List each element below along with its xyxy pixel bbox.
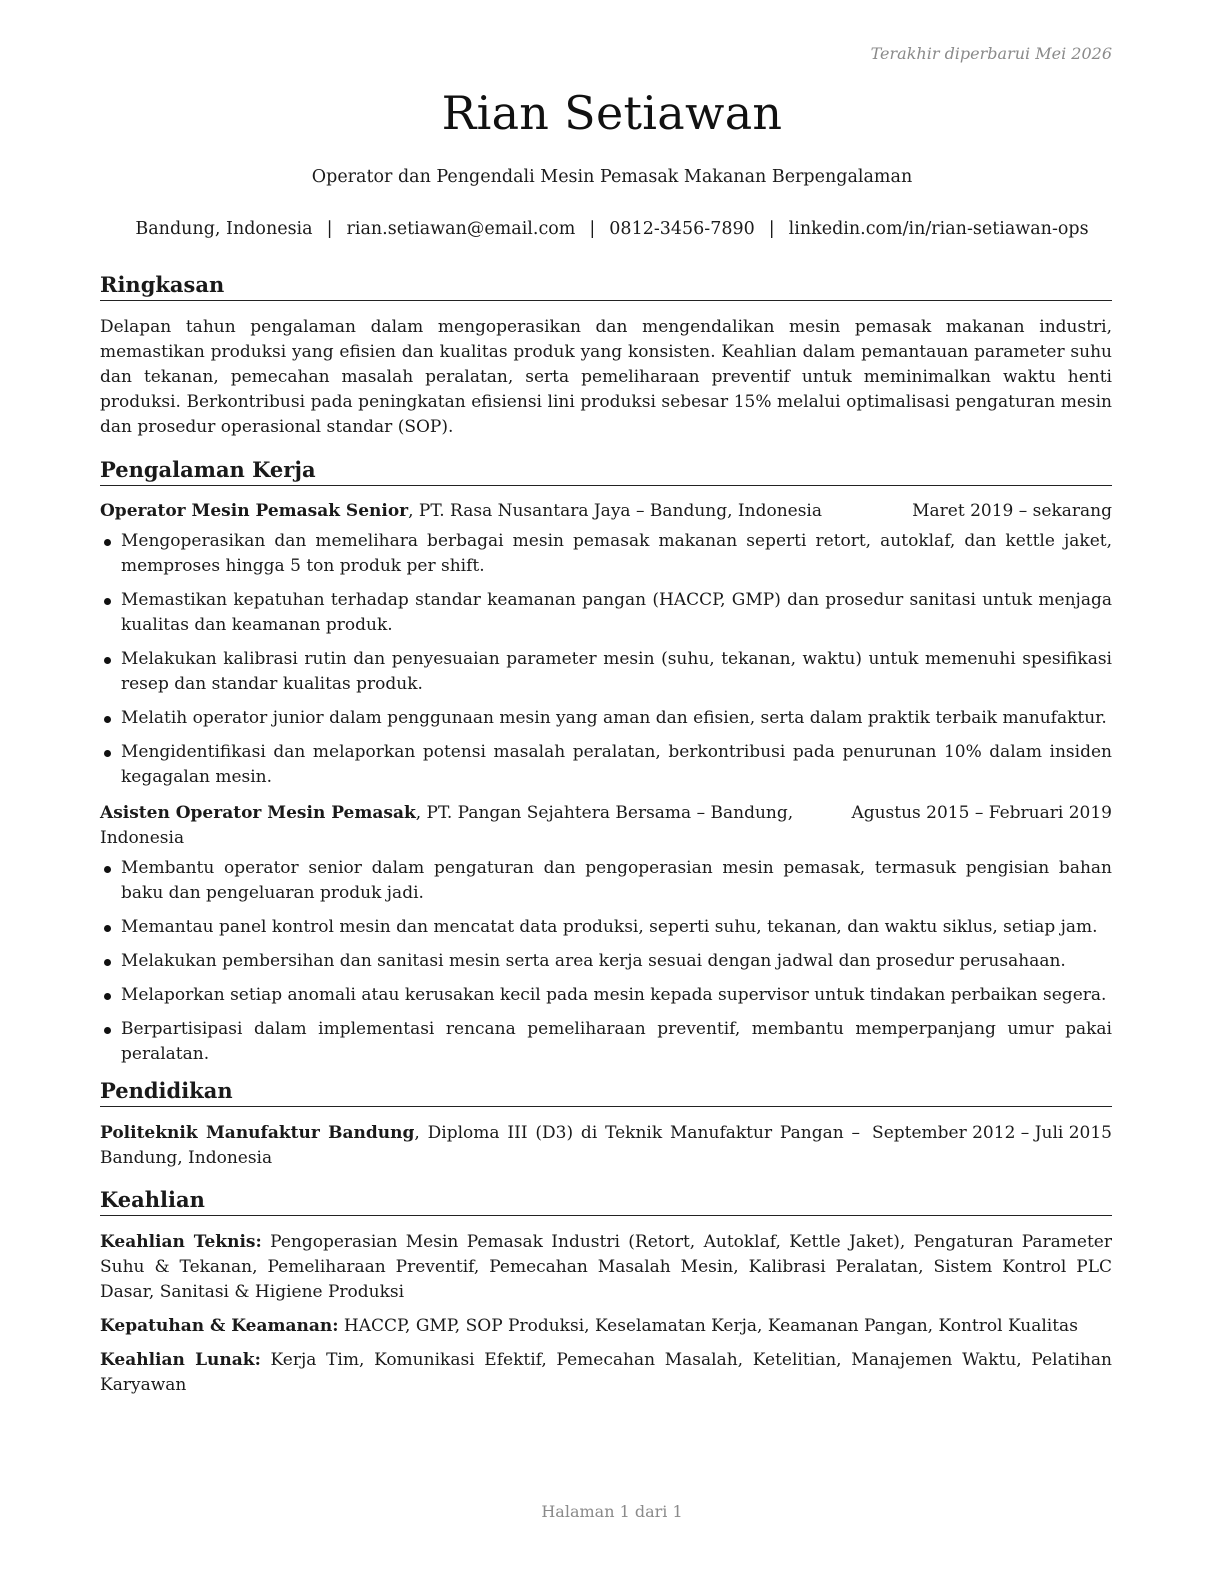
contact-phone: 0812-3456-7890 — [609, 219, 755, 239]
job-bullet-list — [100, 856, 1112, 1076]
contact-separator: | — [326, 219, 333, 239]
job-title: Operator Mesin Pemasak Senior — [100, 501, 409, 521]
job-dates: Maret 2019 – sekarang — [912, 501, 1112, 521]
education-program: , Diploma III (D3) di Teknik Manufaktur Pangan – Bandung, Indonesia — [100, 1123, 861, 1168]
list-item: Melatih operator junior dalam penggunaan mesin yang aman dan efisien, serta dalam praktik terbaik manufaktur. — [100, 706, 1112, 731]
skill-group-label: Keahlian Teknis: — [100, 1232, 262, 1252]
skill-group-value: Pengoperasian Mesin Pemasak Industri (Retort, Autoklaf, Kettle Jaket), Pengaturan Parameter Suhu & Tekanan, Pemeliharaan Preventif, Pemecahan Masalah Mesin, Kalibrasi Peralatan, Sistem Kontrol PLC Dasar, Sanitasi & Higiene Produksi — [100, 1232, 1112, 1302]
list-item: Melaporkan setiap anomali atau kerusakan kecil pada mesin kepada supervisor untuk tindakan perbaikan segera. — [100, 983, 1112, 1008]
contact-email[interactable]: rian.setiawan@email.com — [346, 219, 576, 239]
job-heading — [100, 499, 1112, 524]
skill-group-technical — [100, 1230, 1112, 1305]
list-item: Melakukan pembersihan dan sanitasi mesin serta area kerja sesuai dengan jadwal dan prosedur perusahaan. — [100, 949, 1112, 974]
skill-group-compliance — [100, 1314, 1112, 1339]
list-item: Memantau panel kontrol mesin dan mencatat data produksi, seperti suhu, tekanan, dan waktu siklus, setiap jam. — [100, 915, 1112, 940]
job-role — [100, 801, 851, 851]
summary-text: Delapan tahun pengalaman dalam mengoperasikan dan mengendalikan mesin pemasak makanan industri, memastikan produksi yang efisien dan kualitas produk yang konsisten. Keahlian dalam pemantauan parameter suhu dan tekanan, pemecahan masalah peralatan, serta pemeliharaan preventif untuk meminimalkan waktu henti produksi. Berkontribusi pada peningkatan efisiensi lini produksi sebesar 15% melalui optimalisasi pengaturan mesin dan prosedur operasional standar (SOP). — [100, 317, 1112, 437]
section-title-summary: Ringkasan — [100, 271, 1112, 301]
page-number: Halaman 1 dari 1 — [541, 1502, 683, 1521]
contact-line — [0, 219, 1224, 239]
list-item: Berpartisipasi dalam implementasi rencana pemeliharaan preventif, membantu memperpanjang umur pakai peralatan. — [100, 1017, 1112, 1067]
skill-group-label: Kepatuhan & Keamanan: — [100, 1316, 339, 1336]
job-heading — [100, 801, 1112, 851]
education-school: Politeknik Manufaktur Bandung — [100, 1123, 415, 1143]
section-title-education: Pendidikan — [100, 1077, 1112, 1107]
list-item: Membantu operator senior dalam pengaturan dan pengoperasian mesin pemasak, termasuk pengisian bahan baku dan pengeluaran produk jadi. — [100, 856, 1112, 906]
section-title-experience: Pengalaman Kerja — [100, 456, 1112, 486]
job-role — [100, 499, 822, 524]
contact-linkedin[interactable]: linkedin.com/in/rian-setiawan-ops — [788, 219, 1089, 239]
job-dates: Agustus 2015 – Februari 2019 — [851, 803, 1112, 823]
education-dates: September 2012 – Juli 2015 — [872, 1123, 1112, 1143]
list-item: Melakukan kalibrasi rutin dan penyesuaian parameter mesin (suhu, tekanan, waktu) untuk memenuhi spesifikasi resep dan standar kualitas produk. — [100, 647, 1112, 697]
skill-group-value: HACCP, GMP, SOP Produksi, Keselamatan Kerja, Keamanan Pangan, Kontrol Kualitas — [343, 1316, 1078, 1336]
education-entry — [100, 1121, 1112, 1171]
candidate-headline: Operator dan Pengendali Mesin Pemasak Makanan Berpengalaman — [311, 167, 913, 187]
candidate-name: Rian Setiawan — [441, 86, 783, 140]
skill-group-label: Keahlian Lunak: — [100, 1350, 261, 1370]
job-employer: , PT. Rasa Nusantara Jaya – Bandung, Indonesia — [408, 501, 823, 521]
last-updated-note: Terakhir diperbarui Mei 2026 — [870, 44, 1112, 63]
skill-group-soft — [100, 1348, 1112, 1398]
section-title-skills: Keahlian — [100, 1186, 1112, 1216]
education-degree — [100, 1121, 860, 1171]
job-employer: , PT. Pangan Sejahtera Bersama – Bandung, Indonesia — [100, 803, 794, 848]
contact-separator: | — [589, 219, 596, 239]
job-title: Asisten Operator Mesin Pemasak — [100, 803, 416, 823]
list-item: Mengoperasikan dan memelihara berbagai mesin pemasak makanan seperti retort, autoklaf, dan kettle jaket, memproses hingga 5 ton produk per shift. — [100, 529, 1112, 579]
job-bullet-list — [100, 529, 1112, 799]
skill-group-value: Kerja Tim, Komunikasi Efektif, Pemecahan Masalah, Ketelitian, Manajemen Waktu, Pelatihan Karyawan — [100, 1350, 1112, 1395]
list-item: Mengidentifikasi dan melaporkan potensi masalah peralatan, berkontribusi pada penurunan 10% dalam insiden kegagalan mesin. — [100, 740, 1112, 790]
list-item: Memastikan kepatuhan terhadap standar keamanan pangan (HACCP, GMP) dan prosedur sanitasi untuk menjaga kualitas dan keamanan produk. — [100, 588, 1112, 638]
contact-location: Bandung, Indonesia — [135, 219, 313, 239]
contact-separator: | — [768, 219, 775, 239]
